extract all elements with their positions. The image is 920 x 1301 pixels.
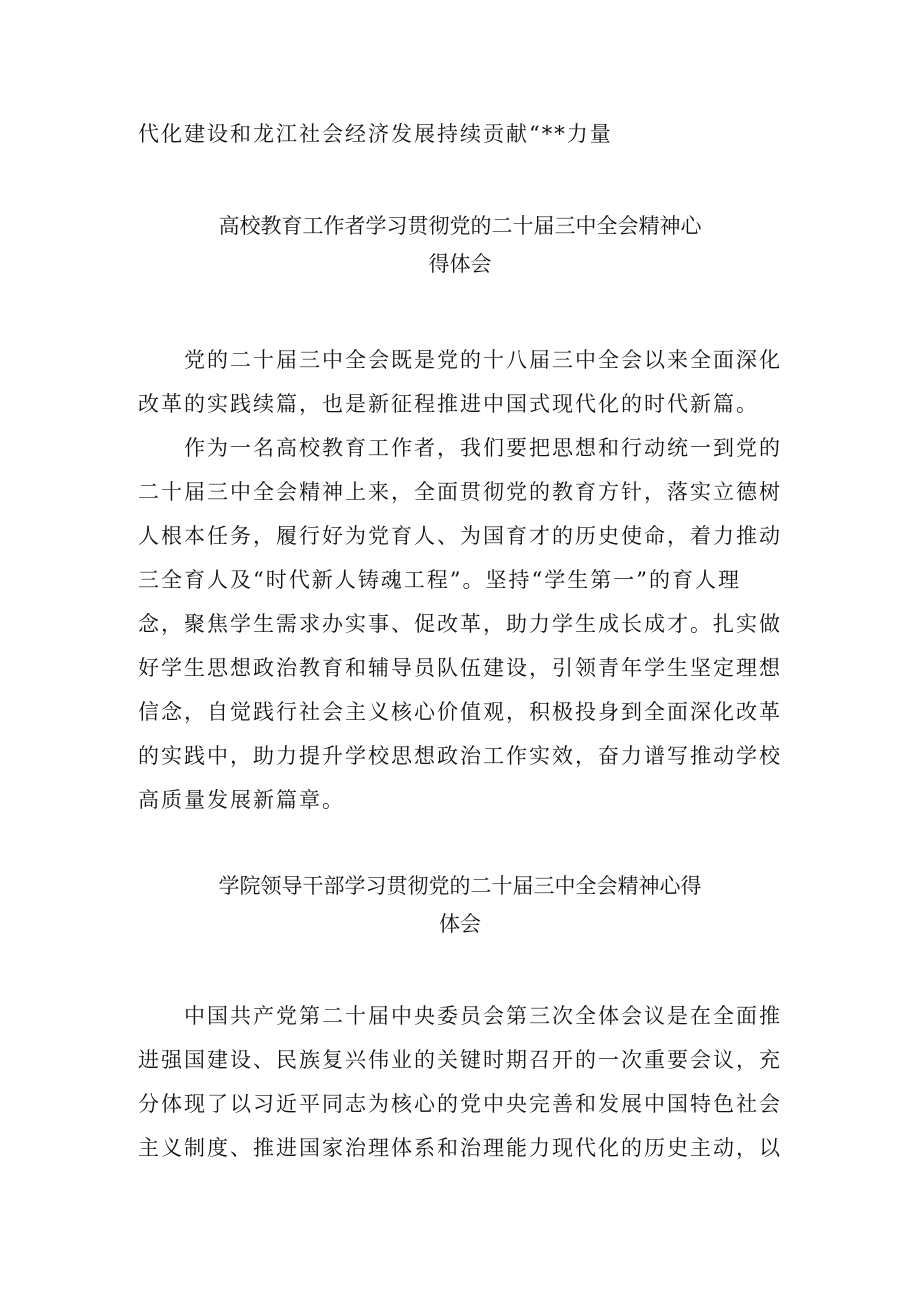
paragraph-line: 信念，自觉践行社会主义核心价值观，积极投身到全面深化改革	[138, 700, 782, 724]
paragraph-line: 三全育人及“时代新人铸魂工程”。坚持“学生第一”的育人理	[138, 568, 741, 592]
paragraph-line: 中国共产党第二十届中央委员会第三次全体会议是在全面推	[184, 1004, 782, 1028]
paragraph-line: 代化建设和龙江社会经济发展持续贡献“**力量	[138, 122, 613, 146]
paragraph-line: 人根本任务，履行好为党育人、为国育才的历史使命，着力推动	[138, 524, 782, 548]
article-2-paragraph-1	[138, 994, 786, 1170]
paragraph-line: 高质量发展新篇章。	[138, 788, 345, 812]
title-line: 得体会	[428, 252, 492, 276]
article-1-paragraph-1	[138, 338, 786, 426]
paragraph-line: 作为一名高校教育工作者，我们要把思想和行动统一到党的	[184, 436, 782, 460]
paragraph-line: 的实践中，助力提升学校思想政治工作实效，奋力谱写推动学校	[138, 744, 782, 768]
paragraph-line: 主义制度、推进国家治理体系和治理能力现代化的历史主动，以	[138, 1136, 782, 1160]
article-1-title	[0, 207, 920, 283]
paragraph-line: 党的二十届三中全会既是党的十八届三中全会以来全面深化	[184, 348, 782, 372]
title-line: 学院领导干部学习贯彻党的二十届三中全会精神心得	[218, 874, 702, 898]
article-1-paragraph-2	[138, 426, 786, 822]
paragraph-line: 改革的实践续篇，也是新征程推进中国式现代化的时代新篇。	[138, 392, 759, 416]
paragraph-line: 好学生思想政治教育和辅导员队伍建设，引领青年学生坚定理想	[138, 656, 782, 680]
paragraph-line: 二十届三中全会精神上来，全面贯彻党的教育方针，落实立德树	[138, 480, 782, 504]
paragraph-line: 进强国建设、民族复兴伟业的关键时期召开的一次重要会议，充	[138, 1048, 782, 1072]
title-line: 高校教育工作者学习贯彻党的二十届三中全会精神心	[218, 214, 702, 238]
paragraph-line: 念，聚焦学生需求办实事、促改革，助力学生成长成才。扎实做	[138, 612, 782, 636]
carryover-paragraph	[138, 112, 786, 156]
title-line: 体会	[439, 912, 481, 936]
paragraph-line: 分体现了以习近平同志为核心的党中央完善和发展中国特色社会	[138, 1092, 782, 1116]
article-2-title	[0, 867, 920, 943]
